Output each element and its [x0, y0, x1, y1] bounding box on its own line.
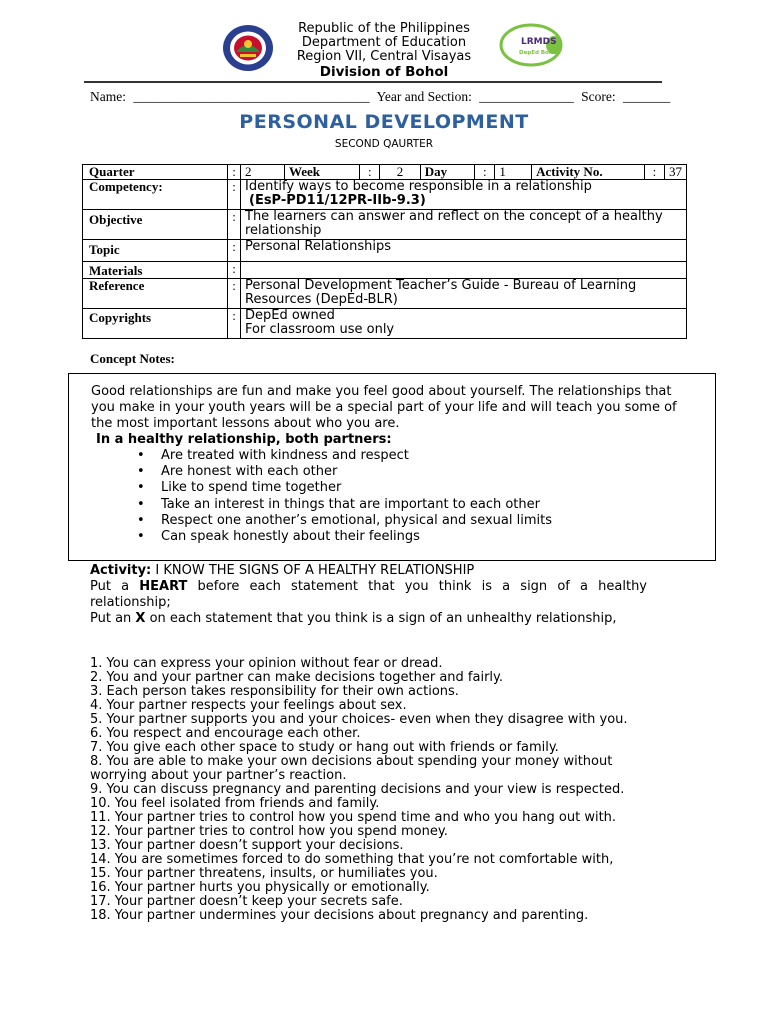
- colon: :: [228, 165, 241, 180]
- colon: :: [360, 165, 380, 179]
- list-item: 5. Your partner supports you and your choices- even when they disagree with you.: [90, 712, 628, 727]
- header-rule: [84, 81, 662, 83]
- reference-label: Reference: [83, 279, 228, 309]
- healthy-traits-list: [137, 448, 552, 545]
- competency-label: Competency:: [83, 180, 228, 210]
- activity-no-value: 37: [669, 164, 682, 179]
- name-blank[interactable]: ___________________________________: [133, 89, 370, 104]
- colon: :: [228, 309, 241, 339]
- quarter-value: 2: [241, 165, 284, 179]
- instruction-text: Put a: [90, 579, 140, 594]
- instruction-text: Put an: [90, 611, 136, 626]
- header-republic: Republic of the Philippines: [298, 21, 470, 36]
- competency-code: (EsP-PD11/12PR-IIb-9.3): [249, 193, 426, 208]
- concept-notes-label: Concept Notes:: [90, 351, 175, 366]
- colon: :: [228, 262, 241, 279]
- colon: :: [475, 165, 495, 179]
- list-item: 9. You can discuss pregnancy and parenting decisions and your view is respected.: [90, 782, 625, 797]
- instruction-text: on each statement that you think is a sign of an unhealthy relationship,: [145, 611, 617, 626]
- table-row: [83, 309, 687, 339]
- list-item: 17. Your partner doesn’t keep your secrets safe.: [90, 894, 403, 909]
- list-item: 8. You are able to make your own decisions about spending your money without worrying about your partner’s reaction.: [90, 754, 613, 783]
- list-item: 13. Your partner doesn’t support your decisions.: [90, 838, 404, 853]
- table-row: [83, 165, 687, 180]
- materials-value: [241, 262, 687, 279]
- activity-title-line: [90, 563, 647, 579]
- table-row: [83, 210, 687, 240]
- list-item: • Respect one another’s emotional, physical and sexual limits: [137, 513, 552, 529]
- name-label: Name:: [90, 89, 130, 104]
- page-subtitle: SECOND QAURTER: [334, 138, 434, 150]
- list-item: 12. Your partner tries to control how you spend money.: [90, 824, 448, 839]
- list-item: 6. You respect and encourage each other.: [90, 726, 361, 741]
- competency-text: Identify ways to become responsible in a relationship: [245, 179, 592, 194]
- copyrights-line2: For classroom use only: [245, 322, 395, 337]
- activity-label: Activity:: [90, 563, 152, 578]
- topic-label: Topic: [83, 240, 228, 262]
- list-item: 3. Each person takes responsibility for their own actions.: [90, 684, 459, 699]
- week-value: 2: [380, 165, 420, 179]
- statement-list: [90, 657, 670, 923]
- list-item: • Take an interest in things that are important to each other: [137, 497, 552, 513]
- lrmds-logo-text: LRMDS: [521, 37, 557, 47]
- activity-info-table: [82, 164, 687, 339]
- score-blank[interactable]: _______: [623, 89, 671, 104]
- activity-title: I KNOW THE SIGNS OF A HEALTHY RELATIONSHIP: [151, 563, 475, 578]
- lrmds-logo-subtext: DepEd Bohol: [519, 50, 559, 56]
- week-label: Week: [284, 165, 359, 179]
- instruction-text: before each statement that you think is a sign of a healthy relationship;: [90, 579, 648, 610]
- colon: :: [228, 210, 241, 240]
- materials-label: Materials: [83, 262, 228, 279]
- header-division: Division of Bohol: [319, 64, 449, 80]
- competency-value: [241, 180, 687, 210]
- colon: :: [228, 279, 241, 309]
- list-item: 14. You are sometimes forced to do something that you’re not comfortable with,: [90, 852, 614, 867]
- x-keyword: X: [135, 611, 146, 626]
- copyrights-label: Copyrights: [83, 309, 228, 339]
- day-label: Day: [420, 165, 475, 179]
- table-row: [83, 180, 687, 210]
- list-item: 15. Your partner threatens, insults, or humiliates you.: [90, 866, 438, 881]
- objective-label: Objective: [83, 210, 228, 240]
- heart-keyword: HEART: [139, 579, 188, 594]
- list-item: • Are treated with kindness and respect: [137, 448, 552, 464]
- copyrights-value: [241, 309, 687, 339]
- list-item: 4. Your partner respects your feelings about sex.: [90, 698, 407, 713]
- header-department: Department of Education: [301, 35, 467, 50]
- list-item: 18. Your partner undermines your decisions about pregnancy and parenting.: [90, 908, 589, 923]
- quarter-row-cells: [241, 165, 687, 180]
- year-section-blank[interactable]: ______________: [479, 89, 574, 104]
- instruction-x: [90, 611, 647, 627]
- colon: :: [644, 165, 664, 179]
- student-info-line: [90, 89, 690, 105]
- list-item: 16. Your partner hurts you physically or emotionally.: [90, 880, 430, 895]
- quarter-label: Quarter: [83, 165, 228, 180]
- list-item: • Can speak honestly about their feelings: [137, 529, 552, 545]
- objective-value: The learners can answer and reflect on the concept of a healthy relationship: [241, 210, 687, 240]
- reference-value: Personal Development Teacher’s Guide - Bureau of Learning Resources (DepEd-BLR): [241, 279, 687, 309]
- concept-paragraph: Good relationships are fun and make you feel good about yourself. The relationships that you make in your youth years will be a special part of your life and will teach you some of the most important lessons about who you are.: [91, 384, 677, 431]
- year-section-label: Year and Section:: [376, 89, 476, 104]
- concept-notes-box: [68, 373, 716, 561]
- list-item: 1. You can express your opinion without fear or dread.: [90, 656, 443, 671]
- activity-section: [90, 563, 647, 627]
- page-title: PERSONAL DEVELOPMENT: [239, 111, 529, 133]
- score-label: Score:: [581, 89, 619, 104]
- day-value: 1: [495, 165, 532, 179]
- list-item: 10. You feel isolated from friends and family.: [90, 796, 380, 811]
- list-item: 7. You give each other space to study or hang out with friends or family.: [90, 740, 559, 755]
- list-item: • Like to spend time together: [137, 480, 552, 496]
- healthy-relationship-heading: In a healthy relationship, both partners:: [96, 432, 392, 447]
- list-item: • Are honest with each other: [137, 464, 552, 480]
- table-row: [83, 240, 687, 262]
- topic-value: Personal Relationships: [241, 240, 687, 262]
- colon: :: [228, 240, 241, 262]
- quarter-subtable: [241, 165, 686, 179]
- instruction-heart: [90, 579, 647, 611]
- activity-no-label: Activity No.: [532, 165, 645, 179]
- list-item: 11. Your partner tries to control how you spend time and who you hang out with.: [90, 810, 617, 825]
- table-row: [83, 279, 687, 309]
- colon: :: [228, 180, 241, 210]
- copyrights-line1: DepEd owned: [245, 308, 335, 323]
- list-item: 2. You and your partner can make decisions together and fairly.: [90, 670, 503, 685]
- table-row: [83, 262, 687, 279]
- header-region: Region VII, Central Visayas: [296, 49, 472, 64]
